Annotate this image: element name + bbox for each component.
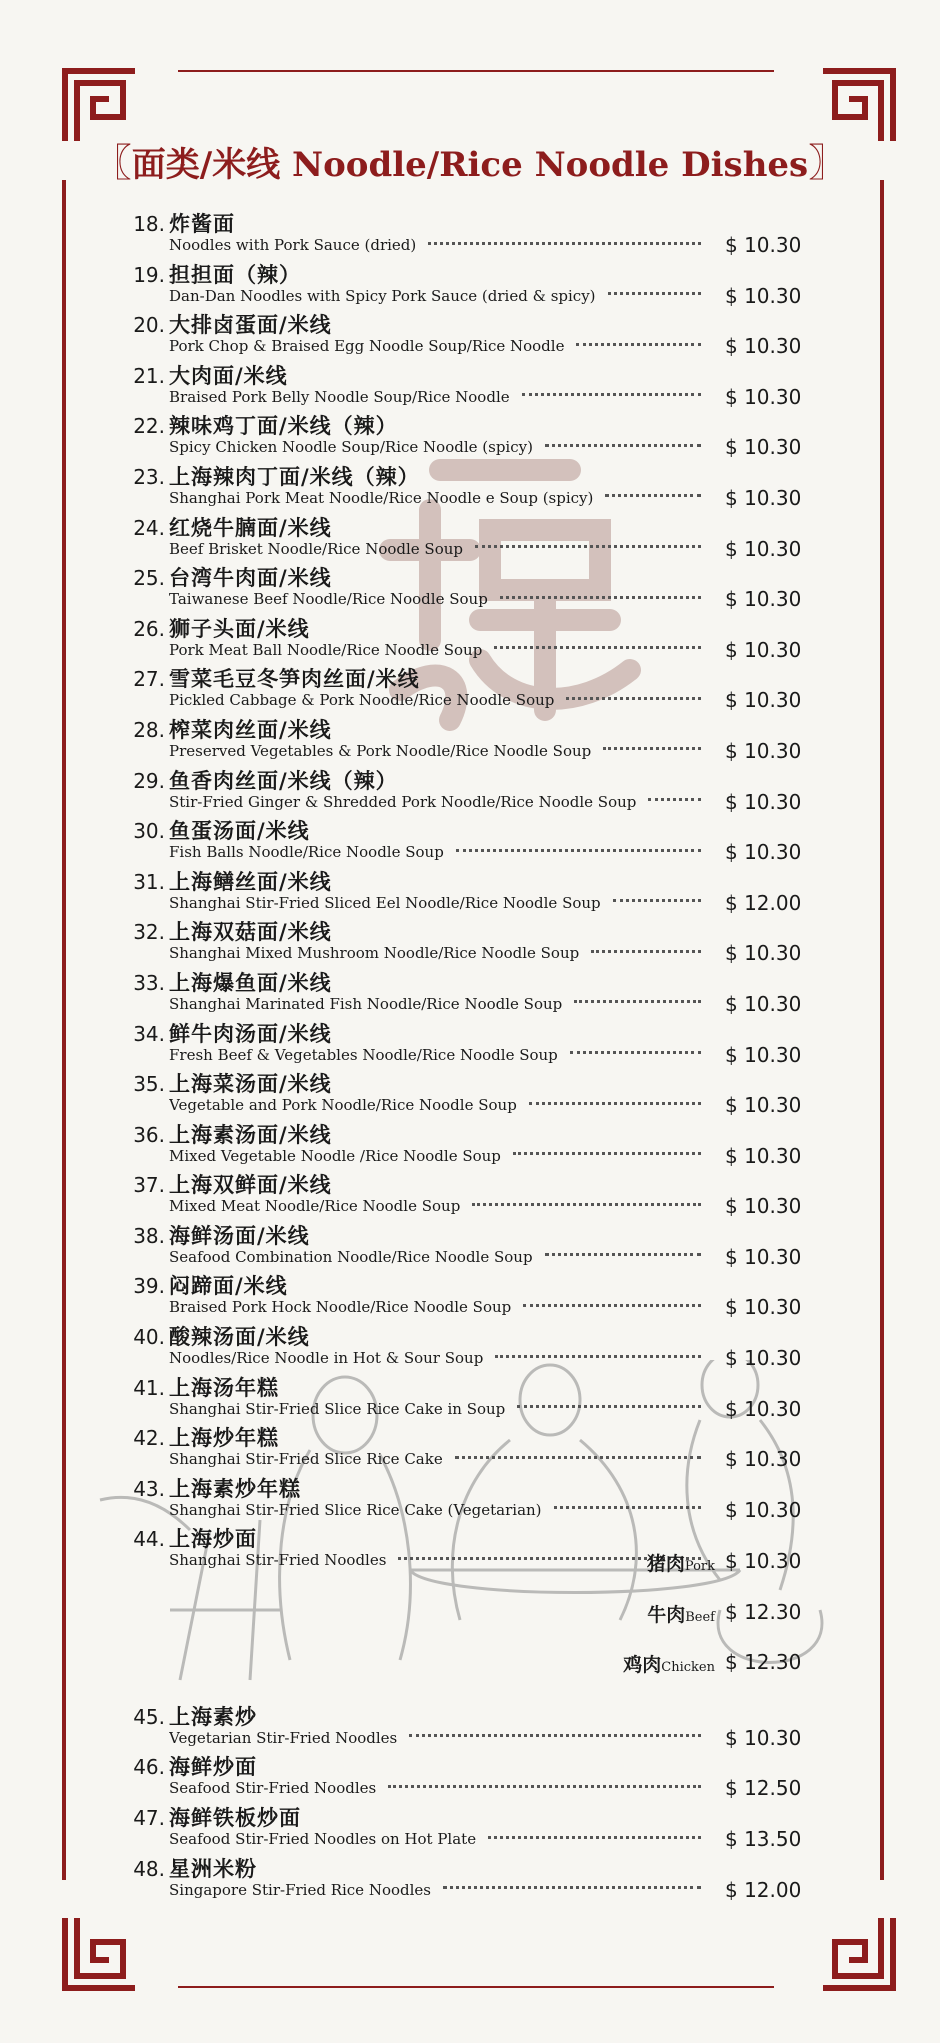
menu-item [115,765,845,816]
dot-leader [545,1253,701,1256]
item-name-english: Shanghai Stir-Fried Slice Rice Cake in Soup [169,1399,506,1418]
item-name-chinese: 台湾牛肉面/米线 [169,565,332,591]
title-english: Noodle/Rice Noodle Dishes [292,145,809,185]
variant-label [623,1650,715,1677]
item-price: $ 10.30 [725,840,802,865]
variant-name-english: Pork [684,1559,715,1575]
item-number: 44. [133,1527,165,1552]
item-price: $ 12.00 [725,1877,802,1902]
item-name-english: Seafood Stir-Fried Noodles [169,1779,377,1798]
item-number: 39. [133,1274,165,1299]
item-description [169,1830,715,1848]
dot-leader [443,1886,701,1889]
item-name-english: Shanghai Mixed Mushroom Noodle/Rice Noodle Soup [169,944,580,963]
item-name-english: Pickled Cabbage & Pork Noodle/Rice Noodle Soup [169,691,555,710]
item-name-chinese: 雪菜毛豆冬笋肉丝面/米线 [169,666,420,692]
menu-item [115,967,845,1018]
item-number: 30. [133,819,165,844]
item-price: $ 10.30 [725,738,802,763]
item-description [169,1501,715,1519]
item-name-chinese: 上海双鲜面/米线 [169,1172,332,1198]
dot-leader [608,292,701,295]
item-name-english: Mixed Meat Noodle/Rice Noodle Soup [169,1197,461,1216]
menu-item [115,1372,845,1423]
dot-leader [648,798,701,801]
dot-leader [566,697,701,700]
dot-leader [522,393,701,396]
menu-item [115,1068,845,1119]
item-name-english: Braised Pork Belly Noodle Soup/Rice Noodle [169,387,510,406]
item-price: $ 10.30 [725,384,802,409]
item-name-english: Shanghai Stir-Fried Noodles [169,1551,387,1570]
item-number: 28. [133,717,165,742]
menu-item [115,815,845,866]
menu-item [115,1169,845,1220]
variant-label [647,1549,715,1576]
menu-item [115,1018,845,1069]
menu-item-variant [115,1549,845,1600]
menu-item [115,714,845,765]
item-name-english: Braised Pork Hock Noodle/Rice Noodle Soup [169,1298,512,1317]
item-description [169,742,715,760]
corner-ornament-bottom-right [820,1915,896,1991]
item-number: 32. [133,920,165,945]
menu-list [115,208,845,1903]
item-number: 48. [133,1856,165,1881]
dot-leader [613,899,701,902]
item-number: 47. [133,1806,165,1830]
item-number: 40. [133,1325,165,1350]
item-name-english: Dan-Dan Noodles with Spicy Pork Sauce (dried & spicy) [169,286,596,305]
item-name-english: Fresh Beef & Vegetables Noodle/Rice Noodle Soup [169,1045,558,1064]
menu-item [115,309,845,360]
item-description [169,1450,715,1468]
item-description [169,1046,715,1064]
item-name-english: Shanghai Pork Meat Noodle/Rice Noodle e Soup (spicy) [169,488,594,507]
item-description [169,236,715,254]
dot-leader [554,1506,701,1509]
item-description [169,1779,715,1797]
dot-leader [475,545,701,548]
item-description [169,1197,715,1215]
dot-leader [570,1051,701,1054]
item-price: $ 10.30 [725,587,802,612]
item-name-chinese: 榨菜肉丝面/米线 [169,716,332,742]
dot-leader [428,242,701,245]
item-description [169,691,715,709]
item-price: $ 10.30 [725,435,802,460]
menu-item [115,1321,845,1372]
menu-item [115,1422,845,1473]
item-number: 35. [133,1072,165,1097]
corner-ornament-bottom-left [62,1915,138,1991]
dot-leader [576,343,701,346]
menu-item [115,1473,845,1524]
item-price: $ 10.30 [725,1194,802,1219]
menu-item [115,613,845,664]
item-name-chinese: 红烧牛腩面/米线 [169,514,332,540]
menu-item [115,360,845,411]
dot-leader [523,1304,701,1307]
item-description [169,337,715,355]
menu-item [115,1220,845,1271]
item-price: $ 10.30 [725,789,802,814]
item-description [169,641,715,659]
item-name-chinese: 鱼蛋汤面/米线 [169,818,310,844]
title-bracket-left: 〖 [93,141,132,185]
item-name-chinese: 上海鳝丝面/米线 [169,868,332,894]
item-description [169,438,715,456]
item-price: $ 10.30 [725,1244,802,1269]
item-price: $ 10.30 [725,1497,802,1522]
dot-leader [513,1152,701,1155]
item-description [169,1400,715,1418]
dot-leader [488,1836,701,1839]
item-name-chinese: 海鲜汤面/米线 [169,1222,310,1248]
item-name-chinese: 鲜牛肉汤面/米线 [169,1020,332,1046]
menu-item-variant [115,1600,845,1651]
item-price: $ 10.30 [725,334,802,359]
item-name-chinese: 闷蹄面/米线 [169,1273,288,1299]
item-name-english: Shanghai Marinated Fish Noodle/Rice Noodle Soup [169,994,563,1013]
item-name-english: Taiwanese Beef Noodle/Rice Noodle Soup [169,590,488,609]
item-description [169,894,715,912]
item-description [169,489,715,507]
item-number: 24. [133,515,165,540]
menu-item [115,1119,845,1170]
item-description [169,793,715,811]
item-number: 21. [133,363,165,388]
item-price: $ 10.30 [725,1447,802,1472]
menu-item [115,562,845,613]
item-number: 18. [133,212,165,236]
item-name-english: Noodles/Rice Noodle in Hot & Sour Soup [169,1349,484,1368]
item-description [169,1248,715,1266]
item-name-chinese: 上海素汤面/米线 [169,1121,332,1147]
item-name-chinese: 大肉面/米线 [169,362,288,388]
variant-name-chinese: 鸡肉 [623,1654,662,1677]
menu-item [115,208,845,259]
item-price: $ 10.30 [725,1042,802,1067]
item-price: $ 10.30 [725,485,802,510]
item-price: $ 10.30 [725,283,802,308]
menu-item [115,410,845,461]
item-number: 31. [133,869,165,894]
dot-leader [456,849,701,852]
item-number: 36. [133,1122,165,1147]
item-number: 45. [133,1704,165,1729]
menu-item [115,916,845,967]
item-price: $ 13.50 [725,1827,802,1851]
item-name-english: Pork Meat Ball Noodle/Rice Noodle Soup [169,640,483,659]
item-number: 42. [133,1426,165,1451]
item-name-chinese: 炸酱面 [169,211,235,236]
item-name-chinese: 酸辣汤面/米线 [169,1324,310,1350]
item-name-chinese: 辣味鸡丁面/米线（辣） [169,413,398,439]
item-price: $ 10.30 [725,1725,802,1750]
item-price: $ 10.30 [725,991,802,1016]
item-number: 23. [133,464,165,489]
item-description [169,388,715,406]
menu-item [115,461,845,512]
dot-leader [591,950,701,953]
item-price: $ 10.30 [725,1396,802,1421]
menu-item [115,1701,845,1752]
item-description [169,1298,715,1316]
variant-name-chinese: 牛肉 [647,1603,686,1626]
dot-leader [388,1785,701,1788]
item-description [169,944,715,962]
item-name-english: Vegetable and Pork Noodle/Rice Noodle Soup [169,1096,517,1115]
dot-leader [472,1203,701,1206]
dot-leader [605,494,701,497]
dot-leader [545,444,701,447]
item-name-chinese: 鱼香肉丝面/米线（辣） [169,767,398,793]
dot-leader [500,596,701,599]
menu-item [115,1802,845,1853]
item-name-chinese: 上海菜汤面/米线 [169,1071,332,1097]
item-name-chinese: 上海炒年糕 [169,1425,279,1451]
item-description [169,1349,715,1367]
item-name-english: Singapore Stir-Fried Rice Noodles [169,1880,431,1899]
dot-leader [574,1000,701,1003]
item-number: 19. [133,262,165,287]
item-name-chinese: 上海爆鱼面/米线 [169,969,332,995]
item-name-chinese: 上海素炒 [169,1703,257,1729]
item-price: $ 10.30 [725,1295,802,1320]
item-number: 29. [133,768,165,793]
item-name-chinese: 上海汤年糕 [169,1374,279,1400]
variant-name-english: Chicken [661,1660,715,1676]
item-name-english: Beef Brisket Noodle/Rice Noodle Soup [169,539,464,558]
item-name-chinese: 大排卤蛋面/米线 [169,312,332,338]
item-name-chinese: 担担面（辣） [169,261,301,287]
variant-label [647,1600,715,1627]
item-description [169,1729,715,1747]
item-number: 43. [133,1476,165,1501]
item-number: 34. [133,1021,165,1046]
item-name-english: Seafood Stir-Fried Noodles on Hot Plate [169,1830,477,1848]
item-number: 25. [133,566,165,591]
border-right [880,180,884,1880]
title-chinese: 面类/米线 [131,145,281,185]
item-name-chinese: 上海辣肉丁面/米线（辣） [169,463,420,489]
variant-price: $ 12.30 [725,1599,802,1624]
item-name-english: Shanghai Stir-Fried Slice Rice Cake [169,1450,443,1469]
item-number: 20. [133,313,165,338]
item-name-english: Vegetarian Stir-Fried Noodles [169,1728,398,1747]
item-number: 26. [133,616,165,641]
item-name-chinese: 星洲米粉 [169,1855,257,1881]
item-description [169,1147,715,1165]
menu-item [115,663,845,714]
menu-item [115,512,845,563]
item-name-english: Shanghai Stir-Fried Sliced Eel Noodle/Rice Noodle Soup [169,893,601,912]
item-name-chinese: 海鲜炒面 [169,1754,257,1780]
border-left [62,180,66,1880]
border-top [178,70,774,72]
item-price: $ 10.30 [725,233,802,257]
item-description [169,540,715,558]
item-number: 41. [133,1375,165,1400]
item-number: 27. [133,667,165,692]
item-name-english: Seafood Combination Noodle/Rice Noodle Soup [169,1247,533,1266]
item-description [169,843,715,861]
dot-leader [495,1355,701,1358]
page-title [0,132,940,187]
dot-leader [603,747,701,750]
item-price: $ 10.30 [725,536,802,561]
item-name-chinese: 海鲜铁板炒面 [169,1805,301,1830]
item-number: 37. [133,1173,165,1198]
menu-item [115,259,845,310]
item-price: $ 10.30 [725,1093,802,1118]
variant-name-english: Beef [685,1609,715,1625]
item-name-english: Stir-Fried Ginger & Shredded Pork Noodle/Rice Noodle Soup [169,792,637,811]
dot-leader [409,1734,701,1737]
item-description [169,1881,715,1899]
item-description [169,287,715,305]
menu-item [115,1751,845,1802]
item-number: 22. [133,414,165,439]
menu-item-variant [115,1650,845,1701]
item-name-english: Mixed Vegetable Noodle /Rice Noodle Soup [169,1146,501,1165]
item-name-english: Spicy Chicken Noodle Soup/Rice Noodle (spicy) [169,438,533,457]
item-description [169,995,715,1013]
menu-item [115,1270,845,1321]
item-name-english: Fish Balls Noodle/Rice Noodle Soup [169,843,444,862]
border-bottom [178,1986,774,1988]
item-name-english: Preserved Vegetables & Pork Noodle/Rice Noodle Soup [169,741,592,760]
item-price: $ 12.00 [725,890,802,915]
item-name-chinese: 狮子头面/米线 [169,615,310,641]
item-name-english: Noodles with Pork Sauce (dried) [169,236,417,254]
item-price: $ 10.30 [725,1143,802,1168]
item-number: 33. [133,970,165,995]
item-number: 38. [133,1223,165,1248]
variant-price: $ 10.30 [725,1549,802,1574]
dot-leader [517,1405,701,1408]
dot-leader [455,1456,701,1459]
item-name-chinese: 上海素炒年糕 [169,1475,301,1501]
item-description [169,590,715,608]
variant-name-chinese: 猪肉 [646,1553,685,1576]
item-price: $ 10.30 [725,688,802,713]
item-description [169,1096,715,1114]
item-number: 46. [133,1755,165,1780]
item-name-english: Shanghai Stir-Fried Slice Rice Cake (Vegetarian) [169,1500,542,1519]
item-name-chinese: 上海炒面 [169,1526,257,1552]
item-price: $ 10.30 [725,941,802,966]
item-name-english: Pork Chop & Braised Egg Noodle Soup/Rice Noodle [169,337,565,356]
item-price: $ 10.30 [725,1346,802,1371]
dot-leader [529,1102,701,1105]
item-price: $ 12.50 [725,1776,802,1801]
dot-leader [494,646,701,649]
item-price: $ 10.30 [725,637,802,662]
variant-price: $ 12.30 [725,1650,802,1675]
menu-item [115,866,845,917]
menu-item [115,1853,845,1904]
item-name-chinese: 上海双菇面/米线 [169,919,332,945]
title-bracket-right: 〗 [808,141,847,185]
